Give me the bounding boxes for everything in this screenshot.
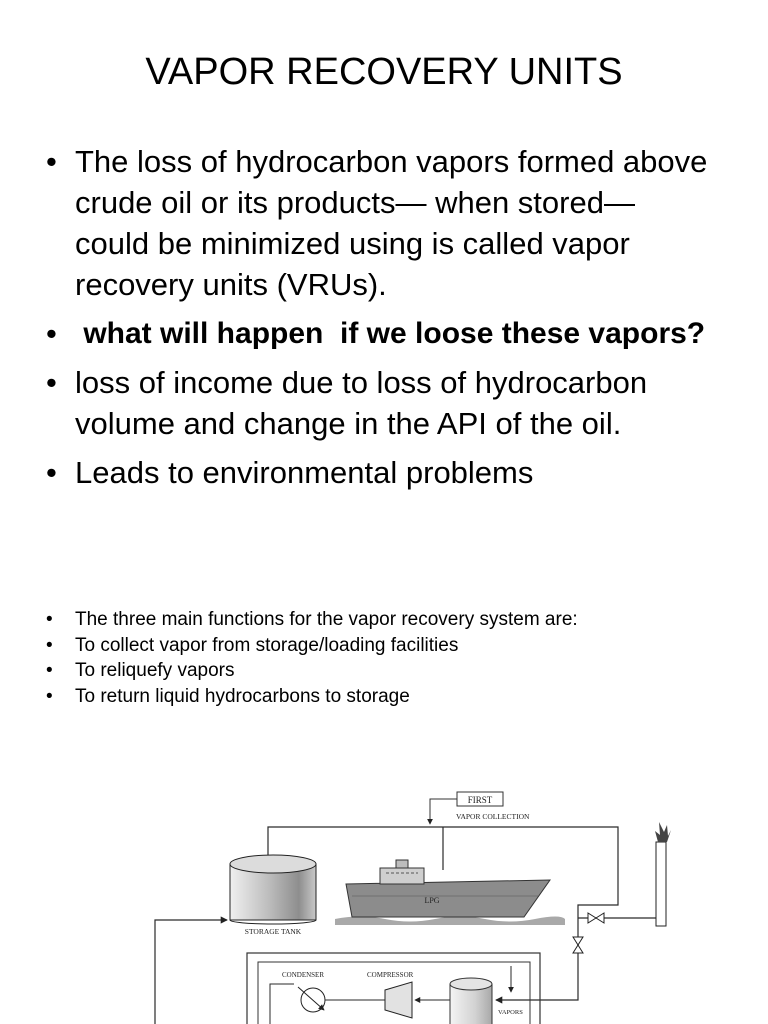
- vapor-collection-arrow: [430, 799, 457, 824]
- compressor-label: COMPRESSOR: [367, 971, 414, 979]
- bullet-line: loss of income due to loss of hydrocarbon: [75, 365, 648, 400]
- water-surface: [335, 917, 565, 926]
- separator-vessel: [450, 978, 492, 1024]
- vapor-valve-icon: [573, 937, 583, 953]
- sub-bullet-text: To reliquefy vapors: [75, 660, 235, 681]
- sub-bullet-marker: •: [46, 634, 53, 656]
- bullet-marker: •: [46, 316, 57, 351]
- bullet-line: could be minimized using is called vapor: [75, 226, 630, 261]
- sub-bullet-marker: •: [46, 660, 53, 681]
- ship-label: LPG: [424, 896, 440, 905]
- vapor-collection-label: VAPOR COLLECTION: [456, 812, 530, 821]
- sub-bullet-marker: •: [46, 609, 53, 630]
- first-label: FIRST: [467, 795, 493, 805]
- bullet-line: Leads to environmental problems: [75, 455, 534, 490]
- flare-valve-icon: [588, 913, 604, 923]
- vapor-recovery-diagram: [0, 780, 768, 1024]
- bullet-item: [0, 362, 768, 444]
- condenser-label: CONDENSER: [282, 971, 325, 979]
- lpg-ship: [335, 860, 565, 925]
- tank-inlet-pipe: [155, 920, 227, 1024]
- bullet-marker: •: [46, 144, 57, 179]
- sub-bullet-item: [0, 607, 768, 633]
- bullet-line: volume and change in the API of the oil.: [75, 406, 622, 441]
- condenser-outlet-line: [270, 984, 294, 1024]
- sub-bullet-marker: •: [46, 685, 53, 707]
- bullet-line: recovery units (VRUs).: [75, 267, 387, 302]
- flare-stack: [656, 842, 666, 926]
- bullet-line: The loss of hydrocarbon vapors formed above: [75, 144, 708, 179]
- bullet-line: what will happen if we loose these vapors?: [75, 317, 706, 350]
- bullet-item: [0, 452, 768, 493]
- sub-bullet-text: The three main functions for the vapor recovery system are:: [75, 609, 578, 630]
- storage-tank-label: STORAGE TANK: [244, 927, 302, 936]
- sub-bullet-item: [0, 658, 768, 684]
- sub-bullet-item: [0, 684, 768, 710]
- bullet-marker: •: [46, 365, 57, 400]
- sub-bullet-item: [0, 633, 768, 659]
- storage-tank: [230, 855, 316, 924]
- sub-bullet-text: To return liquid hydrocarbons to storage: [75, 685, 410, 707]
- bullet-marker: •: [46, 455, 57, 490]
- bullet-item: [0, 141, 768, 305]
- vapors-label: VAPORS: [498, 1009, 523, 1016]
- flare-flame-icon: [655, 822, 671, 842]
- bullet-item-question: [0, 313, 768, 354]
- bullet-line: crude oil or its products— when stored—: [75, 185, 635, 220]
- slide-title: VAPOR RECOVERY UNITS: [145, 51, 623, 93]
- compressor-icon: [385, 982, 412, 1018]
- sub-bullet-text: To collect vapor from storage/loading facilities: [75, 634, 459, 656]
